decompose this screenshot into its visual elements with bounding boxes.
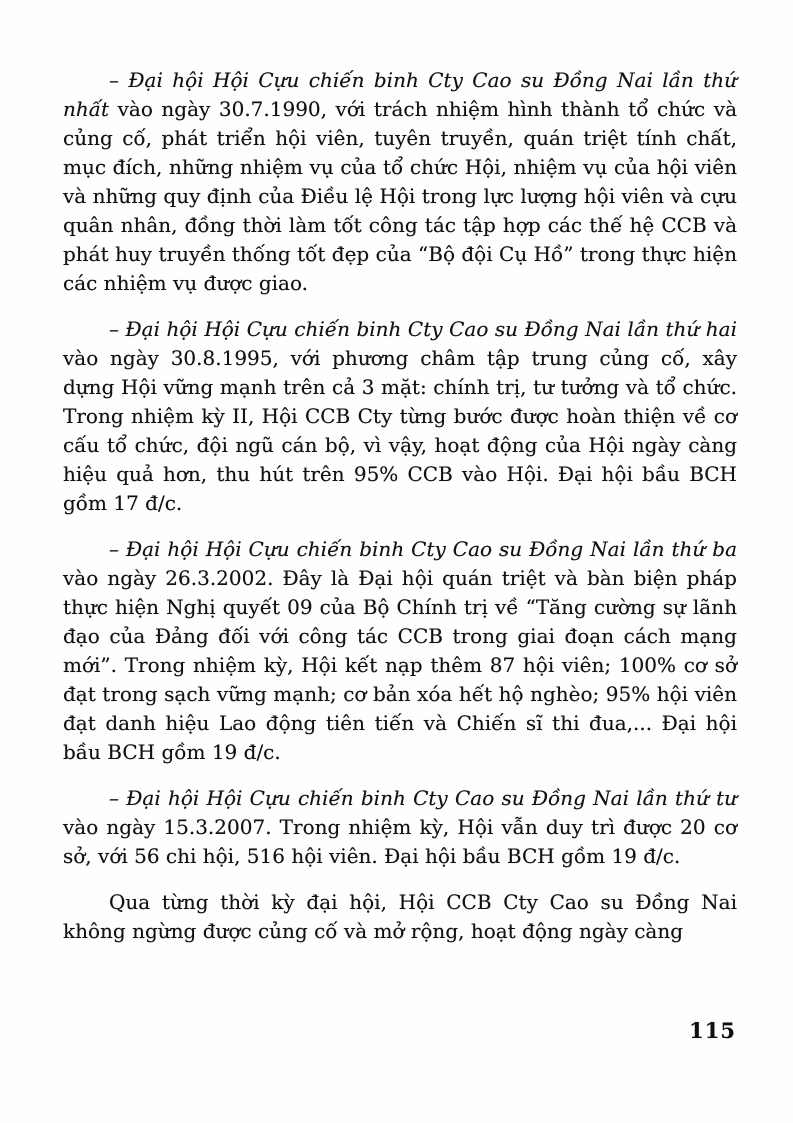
paragraph-text: vào ngày 26.3.2002. Đây là Đại hội quán triệt và bàn biện pháp thực hiện Nghị quyết 09 của Bộ Chính trị về “Tăng cường sự lãnh đạo của Đảng đối với công tác CCB trong giai đoạn cách mạng mới”. Trong nhiệm kỳ, Hội kết nạp thêm 87 hội viên; 100% cơ sở đạt trong sạch vững mạnh; cơ bản xóa hết hộ nghèo; 95% hội viên đạt danh hiệu Lao động tiên tiến và Chiến sĩ thi đua,... Đại hội bầu BCH gồm 19 đ/c.: [63, 566, 737, 764]
paragraph-lead-italic: – Đại hội Hội Cựu chiến binh Cty Cao su Đồng Nai lần thứ ba: [109, 537, 737, 561]
paragraph-text: Qua từng thời kỳ đại hội, Hội CCB Cty Cao su Đồng Nai không ngừng được củng cố và mở rộng, hoạt động ngày càng: [63, 890, 737, 943]
paragraph-text: vào ngày 15.3.2007. Trong nhiệm kỳ, Hội vẫn duy trì được 20 cơ sở, với 56 chi hội, 516 hội viên. Đại hội bầu BCH gồm 19 đ/c.: [63, 815, 737, 868]
paragraph: [63, 315, 737, 518]
page-number: 115: [689, 1018, 736, 1043]
paragraph-lead-italic: – Đại hội Hội Cựu chiến binh Cty Cao su Đồng Nai lần thứ nhất: [63, 68, 737, 121]
paragraph-text: vào ngày 30.7.1990, với trách nhiệm hình thành tổ chức và củng cố, phát triển hội viên, tuyên truyền, quán triệt tính chất, mục đích, những nhiệm vụ của tổ chức Hội, nhiệm vụ của hội viên và những quy định của Điều lệ Hội trong lực lượng hội viên và cựu quân nhân, đồng thời làm tốt công tác tập hợp các thế hệ CCB và phát huy truyền thống tốt đẹp của “Bộ đội Cụ Hồ” trong thực hiện các nhiệm vụ được giao.: [63, 97, 737, 295]
paragraph-lead-italic: – Đại hội Hội Cựu chiến binh Cty Cao su Đồng Nai lần thứ hai: [109, 317, 737, 341]
paragraph: [63, 535, 737, 767]
paragraph-lead-italic: – Đại hội Hội Cựu chiến binh Cty Cao su Đồng Nai lần thứ tư: [109, 786, 737, 810]
body-text: [63, 66, 737, 946]
paragraph-text: vào ngày 30.8.1995, với phương châm tập trung củng cố, xây dựng Hội vững mạnh trên cả 3 mặt: chính trị, tư tưởng và tổ chức. Trong nhiệm kỳ II, Hội CCB Cty từng bước được hoàn thiện về cơ cấu tổ chức, đội ngũ cán bộ, vì vậy, hoạt động của Hội ngày càng hiệu quả hơn, thu hút trên 95% CCB vào Hội. Đại hội bầu BCH gồm 17 đ/c.: [63, 346, 737, 515]
paragraph: [63, 784, 737, 871]
paragraph: [63, 66, 737, 298]
paragraph: [63, 888, 737, 946]
